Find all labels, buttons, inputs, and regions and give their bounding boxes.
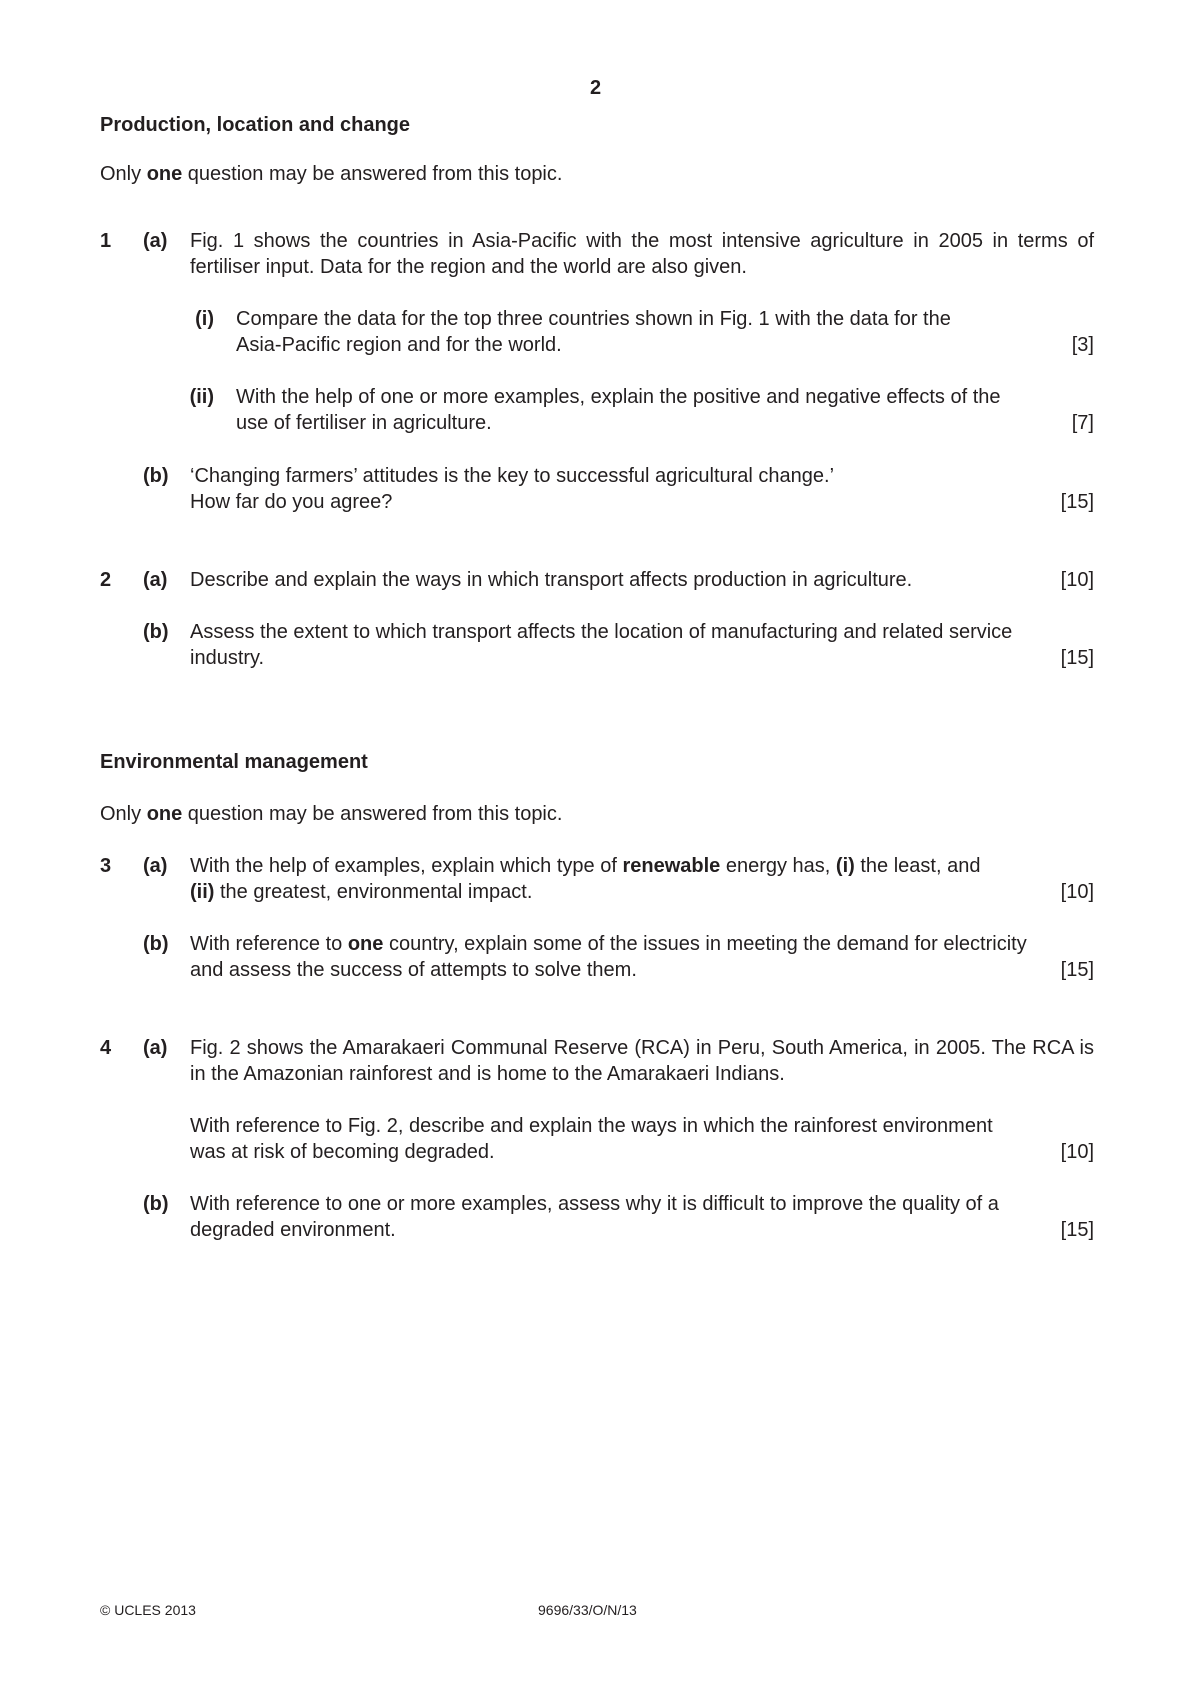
- q1-a-ii-marks: [7]: [1071, 412, 1094, 434]
- q1-a-i-line2: Asia-Pacific region and for the world.: [236, 334, 562, 356]
- q3-a-line2: (ii) the greatest, environmental impact.: [190, 881, 533, 903]
- q4-a-marks: [10]: [1060, 1141, 1094, 1163]
- q2-part-a-label: (a): [143, 569, 168, 591]
- q2-part-a-text: [190, 567, 1094, 593]
- q2-part-b-text: [190, 619, 1094, 671]
- q1-a-i-marks: [3]: [1071, 334, 1094, 356]
- q1-a-i-line1: Compare the data for the top three countries shown in Fig. 1 with the data for the: [236, 308, 951, 330]
- question-number-4: 4: [100, 1037, 112, 1059]
- q4-part-a-text: Fig. 2 shows the Amarakaeri Communal Reserve (RCA) in Peru, South America, in 2005. The RCA is in the Amazonian rainforest and is home to the Amarakaeri Indians.: [190, 1037, 1094, 1085]
- q4-part-b-text: [190, 1191, 1094, 1243]
- q4-a-p2-line1: With reference to Fig. 2, describe and explain the ways in which the rainforest environment: [190, 1115, 993, 1137]
- q1-b-line1: ‘Changing farmers’ attitudes is the key to successful agricultural change.’: [190, 465, 835, 487]
- q1-a-sub-i-label: (i): [195, 308, 214, 330]
- section-heading-environmental: Environmental management: [100, 751, 368, 773]
- q3-a-line1: With the help of examples, explain which type of renewable energy has, (i) the least, and: [190, 855, 981, 877]
- q2-b-marks: [15]: [1060, 647, 1094, 669]
- q2-a-marks: [10]: [1060, 569, 1094, 591]
- q4-a-p2-line2: was at risk of becoming degraded.: [190, 1141, 495, 1163]
- q3-part-a-text: [190, 853, 1094, 905]
- question-number-3: 3: [100, 855, 112, 877]
- section-heading-production: Production, location and change: [100, 114, 411, 136]
- q1-part-a-text: Fig. 1 shows the countries in Asia-Pacific with the most intensive agriculture in 2005 in terms of fertiliser input. Data for the region and the world are also given.: [190, 230, 1094, 278]
- q1-a-sub-i-text: [236, 306, 1094, 358]
- page-number: 2: [589, 77, 602, 99]
- q1-a-ii-line1: With the help of one or more examples, explain the positive and negative effects of the: [236, 386, 1001, 408]
- q1-a-sub-ii-label: (ii): [189, 386, 214, 408]
- q2-part-b-label: (b): [143, 621, 169, 643]
- q3-b-line2: and assess the success of attempts to solve them.: [190, 959, 637, 981]
- section-intro-production: Only one question may be answered from this topic.: [100, 163, 563, 185]
- q1-b-marks: [15]: [1060, 491, 1094, 513]
- q1-a-sub-ii-text: [236, 384, 1094, 436]
- q4-part-a-label: (a): [143, 1037, 168, 1059]
- q4-b-line1: With reference to one or more examples, assess why it is difficult to improve the quality of a: [190, 1193, 999, 1215]
- footer-paper-code: 9696/33/O/N/13: [538, 1602, 637, 1618]
- q2-b-line2: industry.: [190, 647, 265, 669]
- q1-b-line2: How far do you agree?: [190, 491, 393, 513]
- q2-a-line1: Describe and explain the ways in which transport affects production in agriculture.: [190, 569, 913, 591]
- q3-a-marks: [10]: [1060, 881, 1094, 903]
- q4-part-a-para2: [190, 1113, 1094, 1165]
- q1-part-b-label: (b): [143, 465, 169, 487]
- q4-b-marks: [15]: [1060, 1219, 1094, 1241]
- q3-part-b-text: [190, 931, 1094, 983]
- q3-b-line1: With reference to one country, explain some of the issues in meeting the demand for electricity: [190, 933, 1027, 955]
- question-number-2: 2: [100, 569, 112, 591]
- question-number-1: 1: [100, 230, 112, 252]
- q3-part-a-label: (a): [143, 855, 168, 877]
- q3-part-b-label: (b): [143, 933, 169, 955]
- q4-b-line2: degraded environment.: [190, 1219, 396, 1241]
- q3-b-marks: [15]: [1060, 959, 1094, 981]
- q2-b-line1: Assess the extent to which transport affects the location of manufacturing and related service: [190, 621, 1013, 643]
- footer-copyright: © UCLES 2013: [100, 1602, 196, 1618]
- section-intro-environmental: Only one question may be answered from this topic.: [100, 803, 563, 825]
- q1-part-b-text: [190, 463, 1094, 515]
- q4-part-b-label: (b): [143, 1193, 169, 1215]
- q1-a-ii-line2: use of fertiliser in agriculture.: [236, 412, 492, 434]
- q1-part-a-label: (a): [143, 230, 168, 252]
